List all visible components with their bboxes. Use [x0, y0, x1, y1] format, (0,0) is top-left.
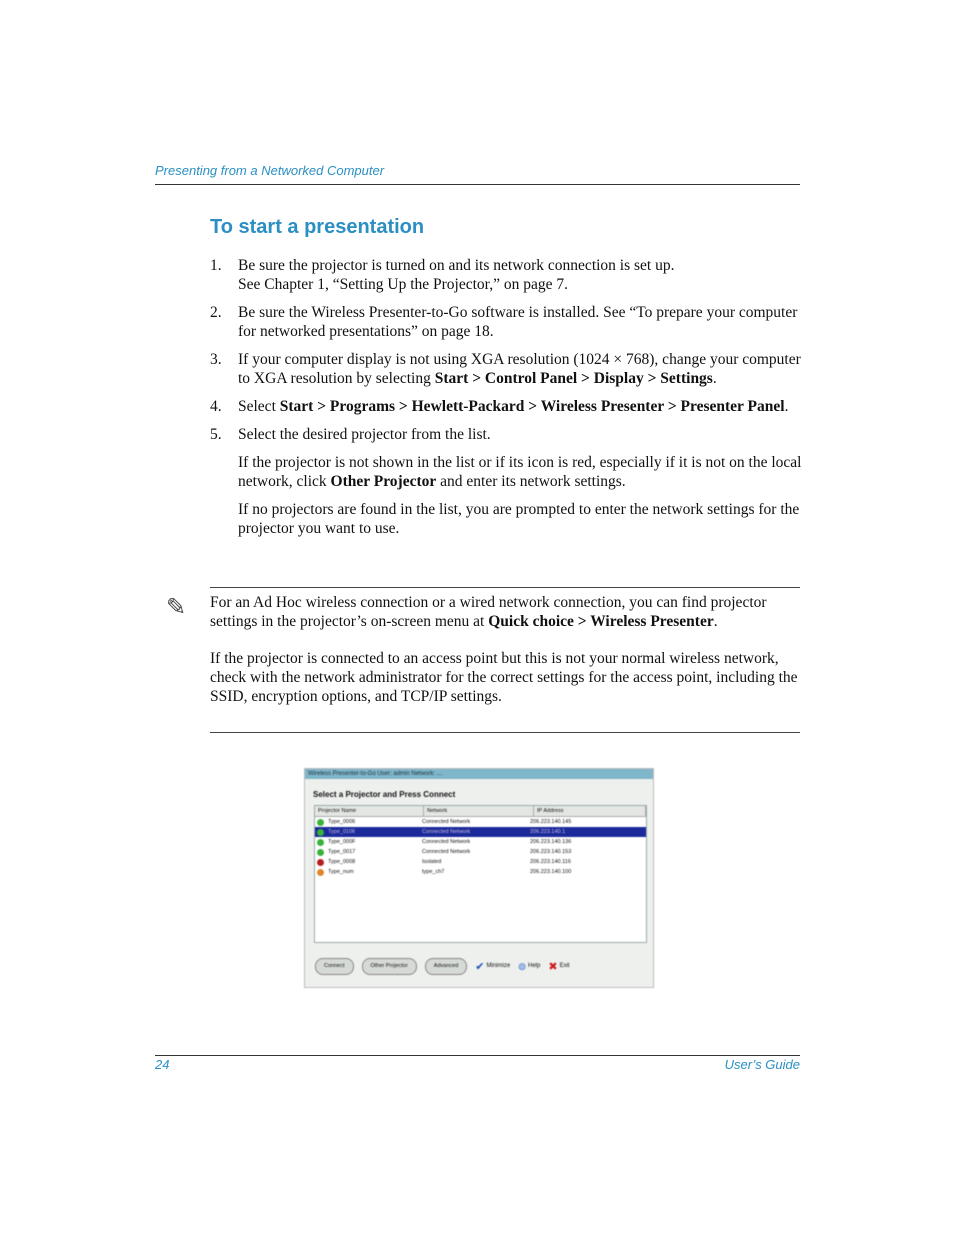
step-text: Be sure the Wireless Presenter-to-Go software is installed. See “To prepare your computer for networked presentations” on page 18.	[238, 304, 798, 340]
table-row[interactable]	[315, 827, 646, 837]
steps-list	[210, 256, 802, 547]
step-text: If your computer display is not using XGA resolution (1024 × 768), change your computer to XGA resolution by selecting Start > Control Panel > Display > Settings.	[238, 351, 801, 387]
step-number: 5.	[210, 426, 222, 443]
close-icon: ✖	[548, 960, 558, 973]
list-item	[210, 397, 802, 416]
note-box	[210, 593, 800, 724]
table-row[interactable]	[315, 817, 646, 827]
pencil-icon: ✎	[166, 593, 187, 621]
minimize-tool[interactable]: ✔ Minimize	[475, 960, 511, 973]
network-cell: Connected Network	[422, 829, 471, 835]
projector-name: Type_0106	[328, 829, 356, 835]
projector-name: Type_000F	[328, 839, 356, 845]
table-row[interactable]	[315, 847, 646, 857]
col-ip[interactable]: IP Address	[534, 806, 646, 816]
col-network[interactable]: Network	[424, 806, 534, 816]
ip-cell: 206.223.140.116	[530, 859, 571, 865]
network-cell: Isolated	[422, 859, 442, 865]
check-icon: ✔	[475, 960, 485, 973]
ip-cell: 206.223.140.153	[530, 849, 572, 855]
step-number: 3.	[210, 351, 222, 368]
connect-button[interactable]: Connect	[315, 958, 354, 975]
app-screenshot	[304, 768, 654, 988]
step-number: 1.	[210, 257, 222, 274]
status-icon	[317, 869, 324, 876]
note-text: For an Ad Hoc wireless connection or a wired network connection, you can find projector settings in the projector’s on-screen menu at Quick choice > Wireless Presenter.	[210, 594, 767, 630]
status-icon	[317, 849, 324, 856]
list-item	[210, 350, 802, 388]
note-top-rule	[210, 587, 800, 588]
help-tool[interactable]: ◍ Help	[518, 960, 541, 971]
section-title: To start a presentation	[210, 216, 425, 238]
table-row[interactable]	[315, 857, 646, 867]
ip-cell: 206.223.140.100	[530, 869, 572, 875]
projector-name: Type_0017	[328, 849, 356, 855]
step-text: Select the desired projector from the list.	[238, 426, 491, 443]
status-icon	[317, 829, 324, 836]
page-number: 24	[155, 1057, 170, 1072]
projector-name: Type_0008	[328, 859, 356, 865]
footer-rule	[155, 1055, 800, 1056]
col-name[interactable]: Projector Name	[315, 806, 424, 816]
projector-list[interactable]	[314, 805, 647, 943]
button-bar	[315, 955, 645, 977]
note-text: If the projector is connected to an access point but this is not your normal wireless network, check with the network administrator for the correct settings for the access point, including the SSID, encryption options, and TCP/IP settings.	[210, 650, 798, 705]
step-text: Select Start > Programs > Hewlett-Packard > Wireless Presenter > Presenter Panel.	[238, 398, 789, 415]
status-icon	[317, 839, 324, 846]
note-bottom-rule	[210, 732, 800, 733]
running-header: Presenting from a Networked Computer	[155, 163, 385, 178]
step-text: If the projector is not shown in the list or if its icon is red, especially if it is not on the local network, click Other Projector and enter its network settings.	[238, 454, 802, 490]
projector-name: Type_0006	[328, 819, 356, 825]
step-number: 4.	[210, 398, 222, 415]
network-cell: type_ch7	[422, 869, 445, 875]
guide-title: User’s Guide	[724, 1057, 800, 1072]
list-item	[210, 256, 802, 294]
list-header	[315, 806, 646, 817]
network-cell: Connected Network	[422, 849, 471, 855]
help-icon: ◍	[518, 960, 527, 971]
exit-tool[interactable]: ✖ Exit	[548, 960, 570, 973]
window-heading: Select a Projector and Press Connect	[313, 790, 456, 799]
ip-cell: 206.223.140.1	[530, 829, 566, 835]
other-projector-button[interactable]: Other Projector	[362, 958, 417, 975]
ip-cell: 206.223.140.136	[530, 839, 572, 845]
projector-name: Type_num	[328, 869, 354, 875]
network-cell: Connected Network	[422, 819, 471, 825]
table-row[interactable]	[315, 867, 646, 877]
table-row[interactable]	[315, 837, 646, 847]
list-item	[210, 303, 802, 341]
step-text: If no projectors are found in the list, you are prompted to enter the network settings for the projector you want to use.	[238, 501, 800, 537]
ip-cell: 206.223.140.145	[530, 819, 572, 825]
advanced-button[interactable]: Advanced	[425, 958, 467, 975]
window-title-bar: Wireless Presenter-to-Go User: admin Network: ...	[305, 769, 653, 779]
status-icon	[317, 819, 324, 826]
step-text: Be sure the projector is turned on and its network connection is set up. See Chapter 1, “Setting Up the Projector,” on page 7.	[238, 257, 675, 293]
status-icon	[317, 859, 324, 866]
list-item	[210, 425, 802, 538]
header-rule	[155, 184, 800, 185]
network-cell: Connected Network	[422, 839, 471, 845]
step-number: 2.	[210, 304, 222, 321]
